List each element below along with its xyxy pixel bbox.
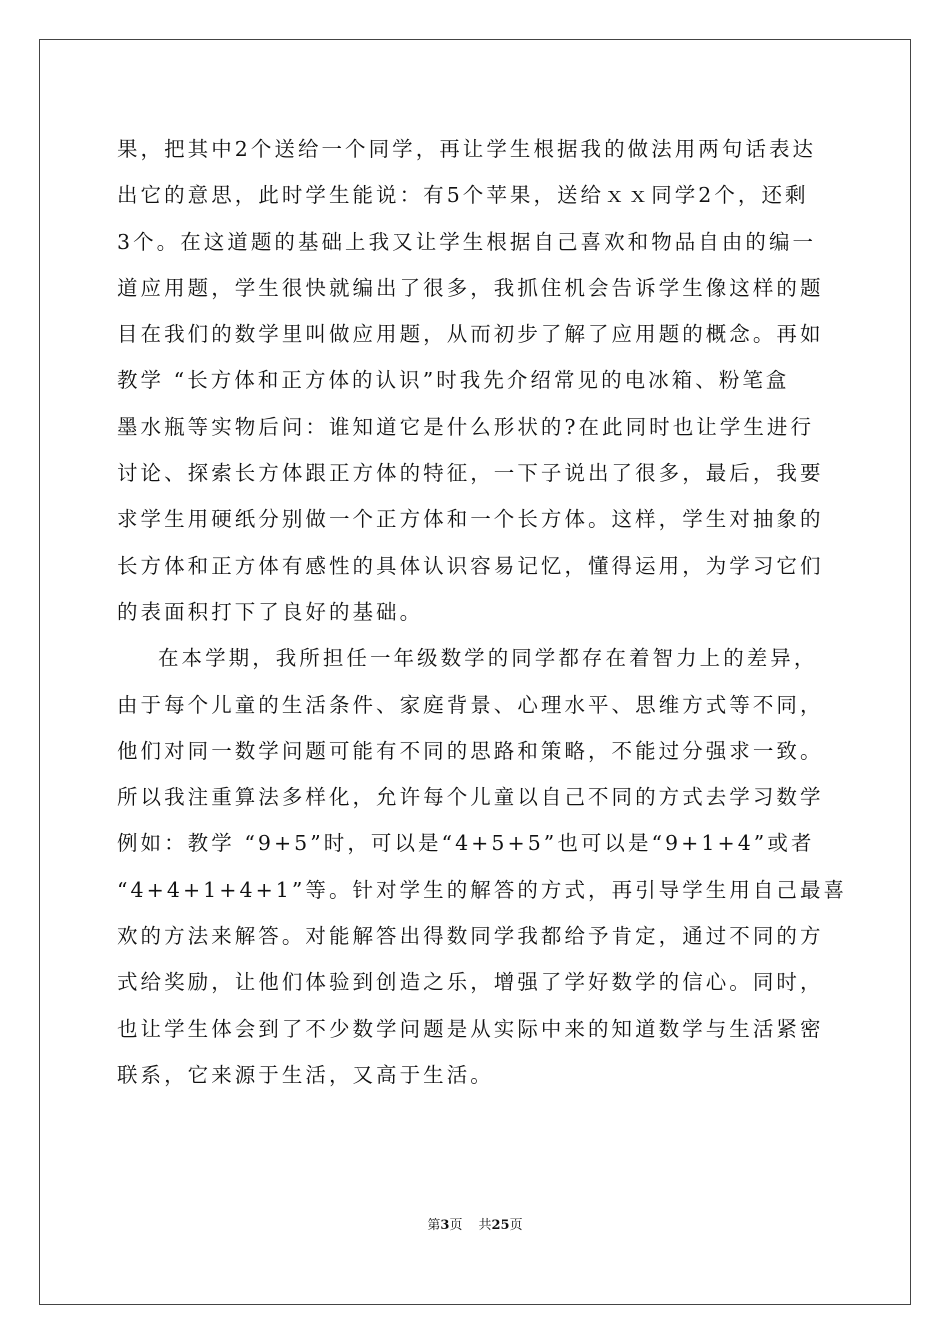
total-prefix: 共 <box>478 1218 492 1233</box>
text-line: 出它的意思，此时学生能说：有5个苹果，送给ｘｘ同学2个，还剩 <box>117 183 809 208</box>
page-number: 3 <box>440 1218 450 1233</box>
text-line: 讨论、探索长方体跟正方体的特征，一下子说出了很多，最后，我要 <box>117 461 824 486</box>
page-footer <box>0 1217 950 1235</box>
total-pages: 25 <box>491 1218 510 1233</box>
text-line: 所以我注重算法多样化，允许每个儿童以自己不同的方式去学习数学 <box>117 785 824 810</box>
text-line: “4+4+1+4+1”等。针对学生的解答的方式，再引导学生用自己最喜 <box>117 877 848 902</box>
total-suffix: 页 <box>509 1218 523 1233</box>
paragraph-1 <box>117 126 833 635</box>
text-line: 在本学期，我所担任一年级数学的同学都存在着智力上的差异， <box>158 646 818 671</box>
text-line: 长方体和正方体有感性的具体认识容易记忆，懂得运用，为学习它们 <box>117 553 824 578</box>
text-line: 3个。在这道题的基础上我又让学生根据自己喜欢和物品自由的编一 <box>117 229 817 254</box>
text-line: 联系，它来源于生活，又高于生活。 <box>117 1062 494 1087</box>
text-line: 他们对同一数学问题可能有不同的思路和策略，不能过分强求一致。 <box>117 738 824 763</box>
page-prefix: 第 <box>427 1218 441 1233</box>
text-line: 欢的方法来解答。对能解答出得数同学我都给予肯定，通过不同的方 <box>117 924 824 949</box>
text-line: 的表面积打下了良好的基础。 <box>117 599 424 624</box>
page-suffix: 页 <box>449 1218 463 1233</box>
paragraph-2 <box>117 635 848 1098</box>
text-line: 墨水瓶等实物后问：谁知道它是什么形状的?在此同时也让学生进行 <box>117 414 814 439</box>
text-line: 求学生用硬纸分别做一个正方体和一个长方体。这样，学生对抽象的 <box>117 507 824 532</box>
text-line: 果，把其中2个送给一个同学，再让学生根据我的做法用两句话表达 <box>117 137 817 161</box>
text-line: 道应用题，学生很快就编出了很多，我抓住机会告诉学生像这样的题 <box>117 275 824 300</box>
text-line: 例如：教学 “9+5”时，可以是“4+5+5”也可以是“9+1+4”或者 <box>117 831 815 856</box>
text-line: 式给奖励，让他们体验到创造之乐，增强了学好数学的信心。同时， <box>117 970 824 995</box>
text-line: 教学 “长方体和正方体的认识”时我先介绍常见的电冰箱、粉笔盒 <box>117 368 790 393</box>
text-line: 也让学生体会到了不少数学问题是从实际中来的知道数学与生活紧密 <box>117 1016 824 1041</box>
text-line: 由于每个儿童的生活条件、家庭背景、心理水平、思维方式等不同， <box>117 692 824 717</box>
document-body <box>117 126 848 1098</box>
text-line: 目在我们的数学里叫做应用题，从而初步了解了应用题的概念。再如 <box>117 322 824 347</box>
